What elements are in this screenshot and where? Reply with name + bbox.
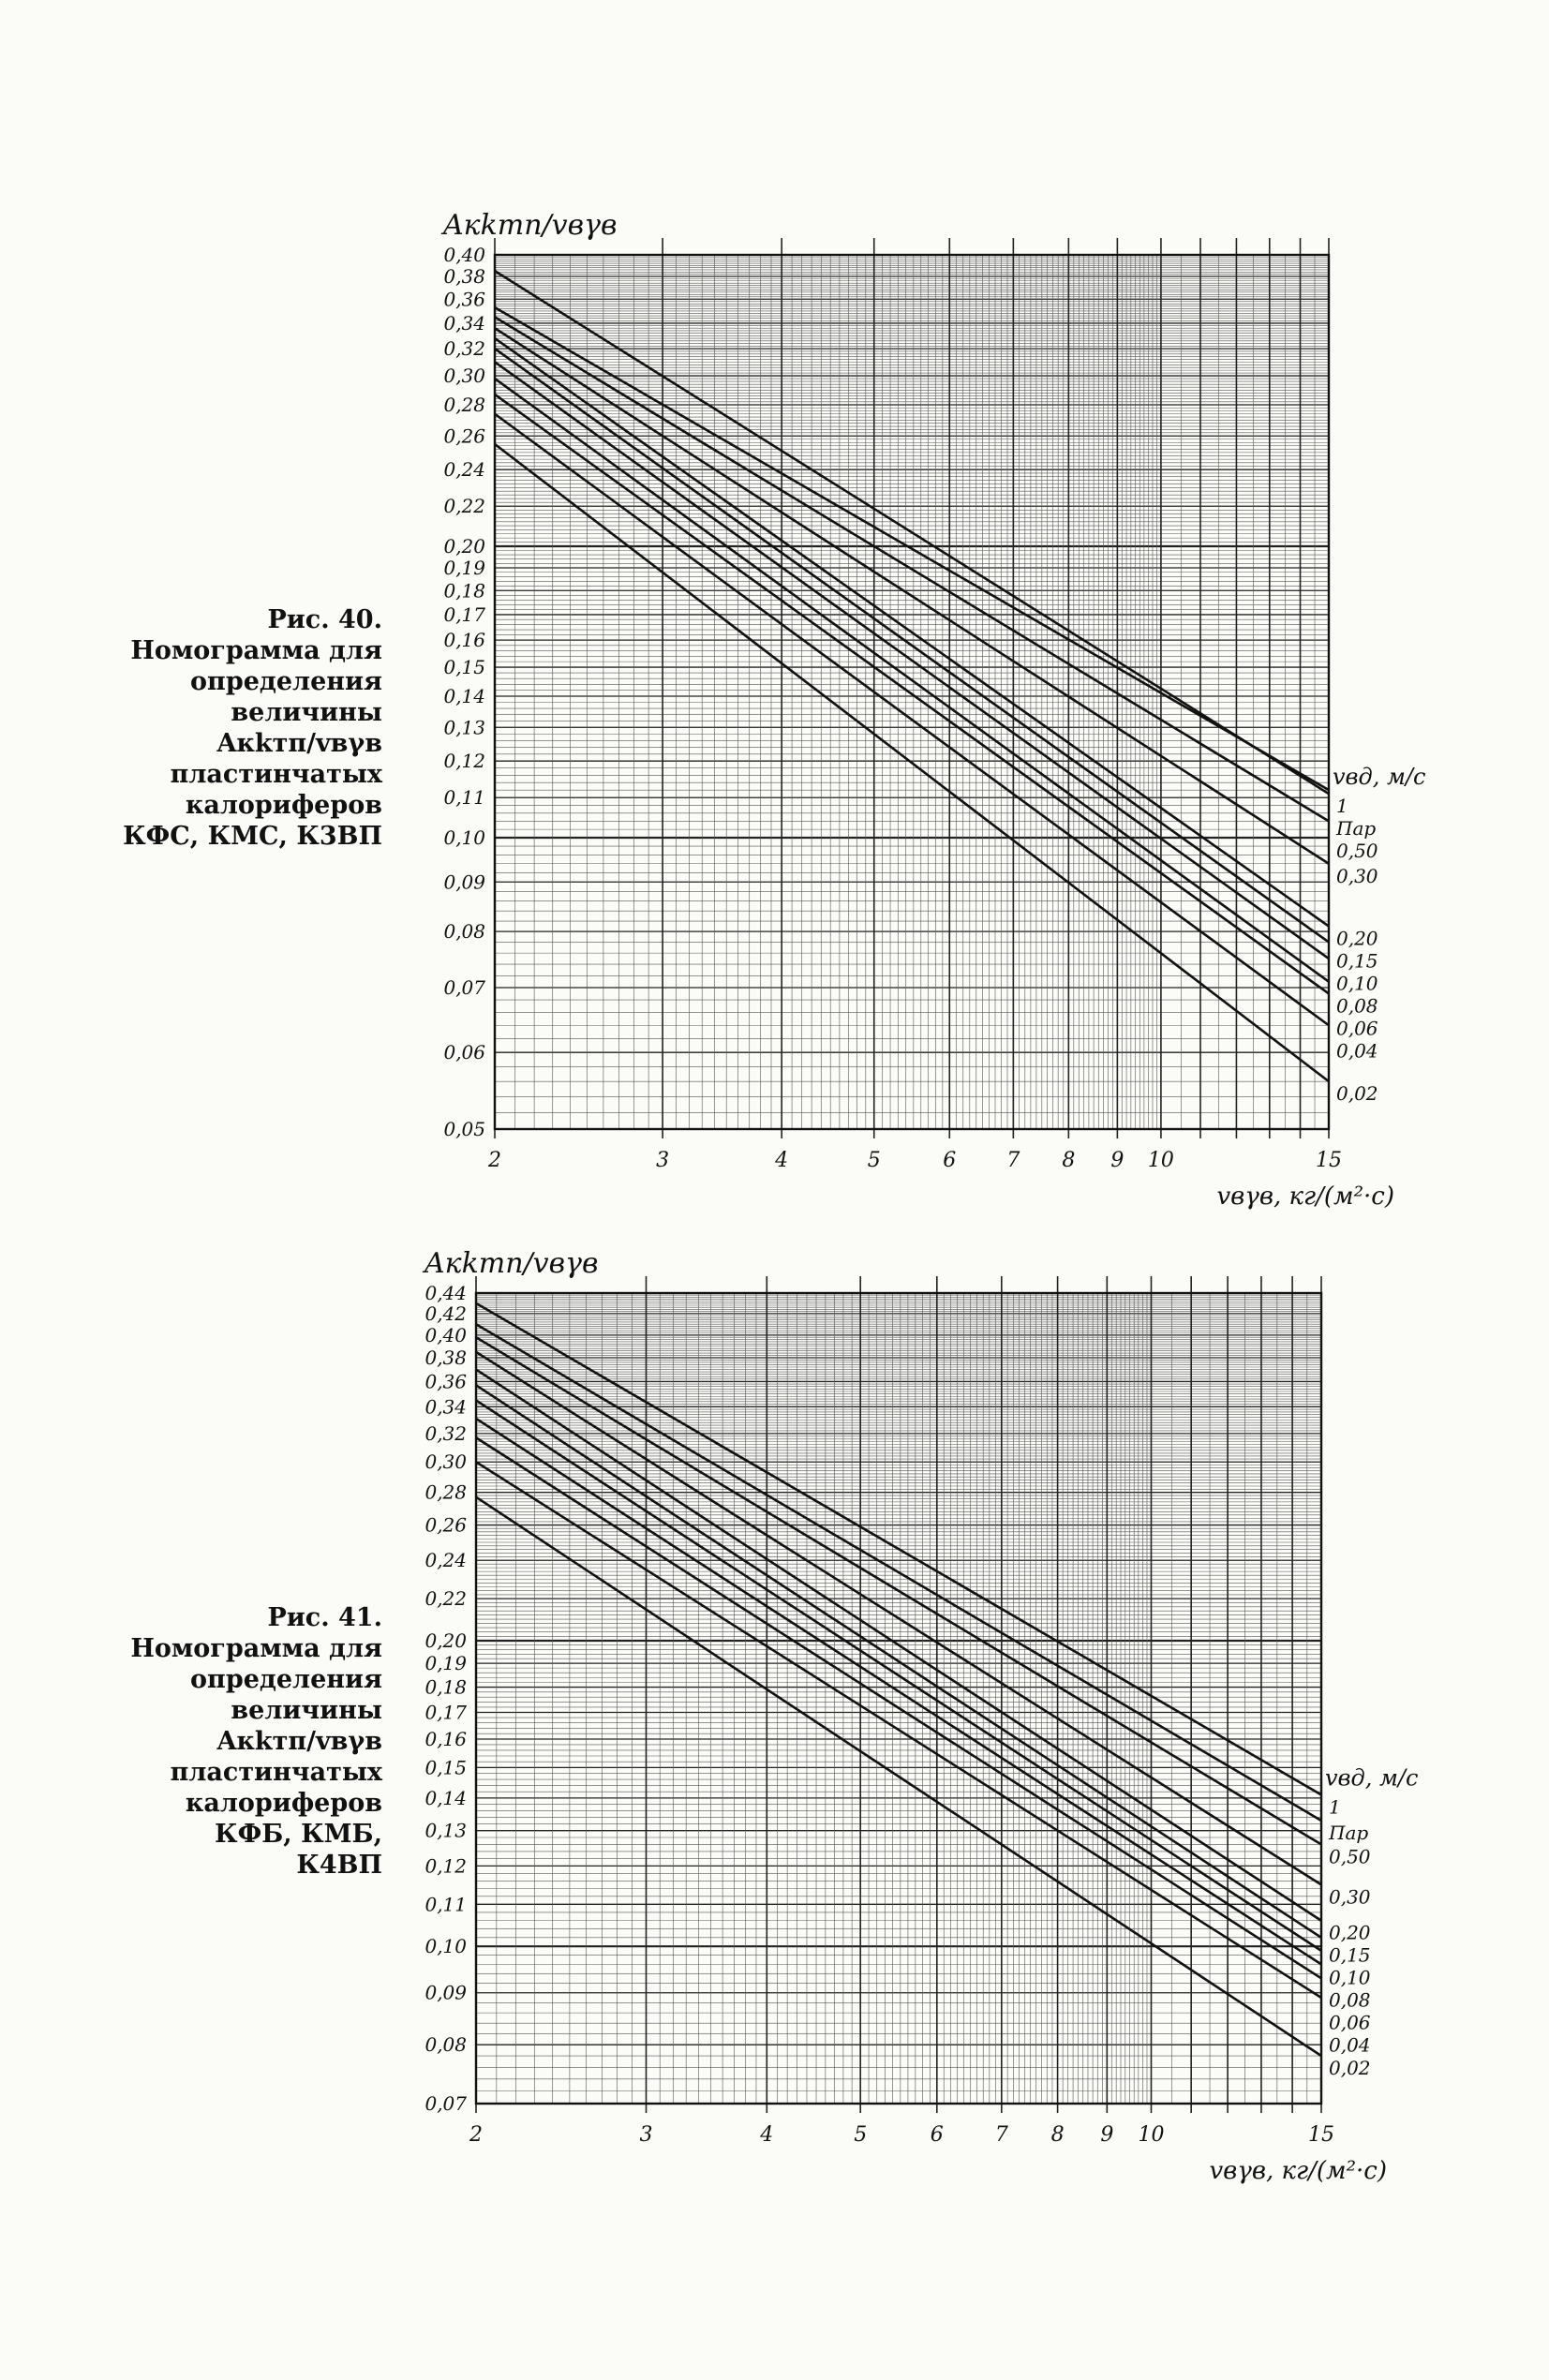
y-tick-label: 0,19 — [424, 1652, 467, 1675]
y-tick-label: 0,16 — [424, 1728, 467, 1751]
x-tick-label: 4 — [775, 1149, 789, 1172]
y-tick-label: 0,13 — [424, 1819, 467, 1842]
y-tick-label: 0,22 — [424, 1587, 467, 1611]
y-tick-label: 0,07 — [443, 976, 485, 1000]
x-tick-label: 10 — [1138, 2123, 1165, 2147]
series-label: 0,50 — [1329, 1845, 1371, 1868]
series-label: 0,06 — [1336, 1017, 1378, 1040]
y-tick-label: 0,16 — [443, 629, 485, 652]
y-tick-label: 0,09 — [443, 870, 485, 894]
y-tick-label: 0,20 — [443, 535, 485, 558]
plot-frame — [495, 255, 1329, 1129]
y-tick-label: 0,18 — [443, 579, 485, 602]
grid — [495, 238, 1329, 1138]
y-tick-label: 0,32 — [424, 1421, 467, 1445]
series-label: 0,20 — [1336, 927, 1378, 950]
series-label: 0,30 — [1329, 1885, 1371, 1909]
x-tick-label: 5 — [867, 1149, 881, 1172]
y-tick-label: 0,09 — [424, 1981, 467, 2004]
x-tick-label: 6 — [943, 1149, 957, 1172]
y-tick-label: 0,17 — [424, 1701, 467, 1724]
series-label: Пар — [1336, 817, 1377, 840]
y-tick-label: 0,13 — [443, 716, 485, 739]
y-tick-label: 0,24 — [424, 1549, 467, 1572]
chart-1 — [440, 209, 1425, 1211]
y-tick-label: 0,10 — [443, 826, 485, 849]
series-label: 0,10 — [1329, 1966, 1371, 1989]
x-tick-label: 8 — [1050, 2123, 1065, 2147]
series-label: 1 — [1336, 795, 1348, 818]
series-label: 0,02 — [1336, 1082, 1378, 1106]
x-tick-label: 8 — [1062, 1149, 1076, 1172]
y-tick-label: 0,12 — [443, 750, 485, 773]
y-tick-label: 0,26 — [443, 424, 485, 448]
series-line — [476, 1419, 1321, 1964]
series-label: 0,15 — [1336, 949, 1378, 973]
series-line — [476, 1324, 1321, 1821]
x-tick-label: 3 — [639, 2123, 653, 2147]
series-label: 1 — [1329, 1795, 1341, 1819]
series-label: 0,02 — [1329, 2057, 1371, 2080]
series-line — [495, 362, 1329, 959]
x-tick-label: 4 — [760, 2123, 774, 2147]
series-label: 0,15 — [1329, 1943, 1371, 1967]
x-tick-label: 2 — [469, 2123, 483, 2147]
series-label: 0,30 — [1336, 864, 1378, 887]
y-tick-label: 0,28 — [443, 394, 485, 417]
y-tick-label: 0,08 — [424, 2033, 467, 2057]
x-axis-label: vвγв, кг/(м²·с) — [1209, 2157, 1387, 2185]
x-axis-label: vвγв, кг/(м²·с) — [1216, 1183, 1394, 1211]
y-tick-label: 0,30 — [443, 364, 485, 388]
x-tick-label: 10 — [1147, 1149, 1174, 1172]
series-line — [476, 1497, 1321, 2056]
y-tick-label: 0,14 — [443, 685, 485, 708]
y-tick-label: 0,11 — [443, 786, 485, 810]
y-tick-label: 0,10 — [424, 1935, 467, 1958]
y-tick-label: 0,38 — [424, 1346, 467, 1369]
series-label: 0,06 — [1329, 2011, 1371, 2034]
y-tick-label: 0,20 — [424, 1629, 467, 1653]
series-line — [495, 444, 1329, 1081]
x-tick-label: 7 — [994, 2123, 1008, 2147]
y-tick-label: 0,36 — [424, 1370, 467, 1393]
series-label: 0,04 — [1336, 1039, 1378, 1063]
y-tick-label: 0,36 — [443, 288, 485, 311]
x-tick-label: 15 — [1316, 1149, 1342, 1172]
y-tick-label: 0,12 — [424, 1854, 467, 1878]
y-tick-label: 0,38 — [443, 265, 485, 289]
series-label: 0,20 — [1329, 1921, 1371, 1944]
series-line — [495, 394, 1329, 994]
y-tick-label: 0,34 — [424, 1395, 467, 1419]
x-tick-label: 3 — [656, 1149, 670, 1172]
series-line — [495, 271, 1329, 794]
y-tick-label: 0,19 — [443, 557, 485, 580]
y-tick-label: 0,11 — [424, 1893, 467, 1916]
y-tick-label: 0,40 — [443, 244, 485, 266]
y-tick-label: 0,32 — [443, 337, 485, 361]
y-tick-label: 0,24 — [443, 458, 485, 482]
series-lines — [495, 271, 1329, 1081]
y-axis-label: Aкkтп/vвγв — [424, 1247, 599, 1280]
y-tick-label: 0,22 — [443, 495, 485, 518]
legend-title: vвд, м/с — [1325, 1764, 1419, 1792]
x-tick-label: 9 — [1100, 2123, 1114, 2147]
series-line — [495, 307, 1329, 790]
series-line — [476, 1352, 1321, 1885]
series-label: Пар — [1329, 1821, 1369, 1844]
x-tick-label: 6 — [930, 2123, 944, 2147]
chart-2 — [422, 1247, 1418, 2185]
series-line — [476, 1437, 1321, 1978]
series-label: 0,08 — [1329, 1988, 1371, 2012]
series-label: 0,50 — [1336, 840, 1378, 863]
y-axis-label: Aкkтп/vвγв — [443, 209, 618, 242]
y-tick-label: 0,17 — [443, 602, 485, 626]
x-tick-label: 7 — [1006, 1149, 1020, 1172]
figure-41-caption: Рис. 41. Номограмма для определения величины Aкkтп/vвγв пластинчатых калориферов КФБ, КМБ, К4ВП — [130, 1603, 382, 1880]
series-line — [495, 317, 1329, 821]
y-tick-label: 0,40 — [424, 1323, 467, 1346]
series-label: 0,04 — [1329, 2033, 1371, 2057]
y-tick-label: 0,15 — [424, 1756, 467, 1779]
y-tick-label: 0,15 — [443, 656, 485, 679]
x-tick-label: 2 — [488, 1149, 501, 1172]
series-lines — [476, 1303, 1321, 2056]
series-label: 0,08 — [1336, 994, 1378, 1018]
y-tick-label: 0,30 — [424, 1450, 467, 1474]
y-tick-label: 0,05 — [443, 1118, 485, 1140]
legend-title: vвд, м/с — [1333, 764, 1426, 791]
y-tick-label: 0,28 — [424, 1480, 467, 1504]
y-tick-label: 0,44 — [424, 1282, 467, 1304]
x-tick-label: 5 — [854, 2123, 868, 2147]
series-line — [495, 328, 1329, 864]
figure-40-caption: Рис. 40. Номограмма для определения величины Aкkтп/vвγв пластинчатых калориферов КФС, КМС, К3ВП — [123, 605, 382, 851]
series-label: 0,10 — [1336, 972, 1378, 995]
y-tick-label: 0,34 — [443, 311, 485, 335]
y-tick-label: 0,14 — [424, 1786, 467, 1809]
y-tick-label: 0,18 — [424, 1675, 467, 1699]
x-tick-label: 15 — [1308, 2123, 1334, 2147]
y-tick-label: 0,26 — [424, 1513, 467, 1537]
x-tick-label: 9 — [1110, 1149, 1125, 1172]
y-tick-label: 0,42 — [424, 1302, 467, 1325]
y-tick-label: 0,08 — [443, 920, 485, 944]
y-tick-label: 0,07 — [424, 2092, 467, 2115]
y-tick-label: 0,06 — [443, 1041, 485, 1064]
grid — [476, 1276, 1321, 2113]
